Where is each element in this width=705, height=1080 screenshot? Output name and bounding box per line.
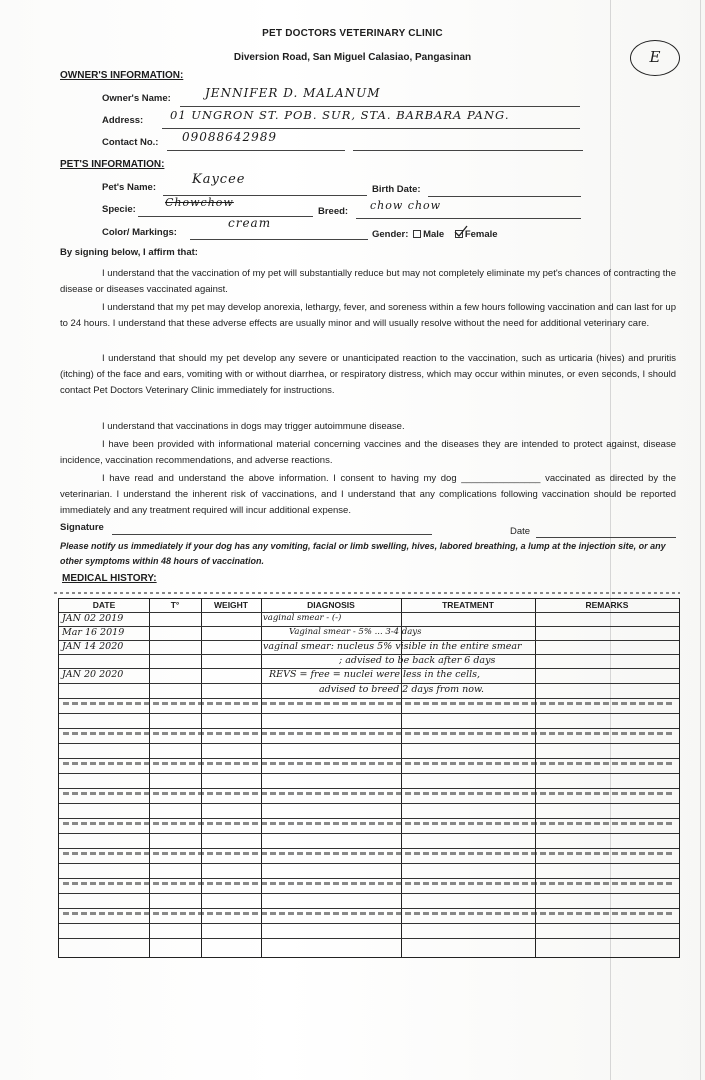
pet-name-value: Kaycee <box>192 172 246 187</box>
row-line <box>59 773 679 774</box>
scan-noise <box>63 912 673 915</box>
color-label: Color/ Markings: <box>102 227 177 238</box>
clinic-address: Diversion Road, San Miguel Calasiao, Pangasinan <box>233 52 472 63</box>
specie-line <box>138 216 313 217</box>
contact-line-2 <box>353 150 583 151</box>
scan-noise <box>63 882 673 885</box>
consent-intro: By signing below, I affirm that: <box>60 247 198 258</box>
clinic-name: PET DOCTORS VETERINARY CLINIC <box>262 28 443 39</box>
column-divider <box>535 599 536 957</box>
history-note: vaginal smear: nucleus 5% visible in the entire smear <box>263 641 522 652</box>
checkmark-icon <box>454 225 468 237</box>
header-diagnosis: DIAGNOSIS <box>307 600 355 610</box>
row-line <box>59 818 679 819</box>
color-value: cream <box>228 216 272 230</box>
header-treatment: TREATMENT <box>442 600 494 610</box>
consent-paragraph: I have read and understand the above information. I consent to having my dog _______________ vaccinated as directed by the veterinarian. I understand the inherent risk of vaccinations, and I understand that any complications following vaccination should be reported immediately and any treatment required will incur additional expense. <box>60 473 676 516</box>
scan-noise <box>63 732 673 735</box>
address-line <box>162 128 580 129</box>
header-date: DATE <box>92 600 116 610</box>
scan-noise <box>63 852 673 855</box>
specie-label: Specie: <box>102 204 136 215</box>
column-divider <box>401 599 402 957</box>
column-divider <box>261 599 262 957</box>
consent-paragraph: I understand that vaccinations in dogs may trigger autoimmune disease. <box>102 421 405 432</box>
page-fold <box>700 0 701 1080</box>
owner-name-line <box>180 106 580 107</box>
medical-section-title: MEDICAL HISTORY: <box>62 573 157 584</box>
history-date: JAN 14 2020 <box>62 641 124 652</box>
row-line <box>59 758 679 759</box>
contact-label: Contact No.: <box>102 137 159 148</box>
breed-label: Breed: <box>318 206 349 217</box>
color-line <box>190 239 368 240</box>
female-label: Female <box>464 229 498 240</box>
male-checkbox[interactable] <box>413 230 421 238</box>
breed-line <box>356 218 581 219</box>
birth-date-line <box>428 196 581 197</box>
column-divider <box>149 599 150 957</box>
scan-noise <box>63 762 673 765</box>
history-date: Mar 16 2019 <box>62 627 125 638</box>
pet-section-title: PET'S INFORMATION: <box>60 159 165 170</box>
address-label: Address: <box>102 115 144 126</box>
row-line <box>59 863 679 864</box>
row-line <box>59 893 679 894</box>
history-note: vaginal smear - (-) <box>263 613 342 623</box>
gender-label: Gender: <box>372 229 409 240</box>
header-weight: WEIGHT <box>214 600 248 610</box>
signature-line[interactable] <box>112 534 432 535</box>
pet-name-label: Pet's Name: <box>102 182 157 193</box>
birth-date-label: Birth Date: <box>372 184 421 195</box>
history-note: advised to breed 2 days from now. <box>319 684 485 695</box>
row-line <box>59 698 679 699</box>
row-line <box>59 803 679 804</box>
row-line <box>59 938 679 939</box>
corner-mark: E <box>630 40 680 76</box>
female-checkbox[interactable] <box>455 230 463 238</box>
history-note: ; advised to be back after 6 days <box>339 655 496 666</box>
contact-value: 09088642989 <box>182 130 277 144</box>
male-label: Male <box>423 229 445 240</box>
header-remarks: REMARKS <box>585 600 629 610</box>
owner-name-label: Owner's Name: <box>102 93 171 104</box>
address-value: 01 UNGRON ST. POB. SUR, STA. BARBARA PANG. <box>170 108 510 122</box>
header-temp: T° <box>170 600 180 610</box>
row-line <box>59 612 679 613</box>
owner-section-title: OWNER'S INFORMATION: <box>60 70 184 81</box>
contact-line <box>167 150 345 151</box>
row-line <box>59 923 679 924</box>
scan-streak <box>54 592 680 594</box>
specie-value: Chowchow <box>165 196 234 209</box>
row-line <box>59 728 679 729</box>
consent-paragraph: I understand that should my pet develop any severe or unanticipated reaction to the vaccination, such as urticaria (hives) and pruritis (itching) of the face and ears, vomiting with or without diarrhea, or respiratory distress, which may occur within minutes, or even seconds, I should contact Pet Doctors Veterinary Clinic immediately for instructions. <box>60 353 676 396</box>
history-date: JAN 20 2020 <box>62 669 124 680</box>
row-line <box>59 788 679 789</box>
row-line <box>59 878 679 879</box>
column-divider <box>201 599 202 957</box>
date-line[interactable] <box>536 537 676 538</box>
owner-name-value: JENNIFER D. MALANUM <box>205 86 381 100</box>
signature-label: Signature <box>60 522 104 533</box>
history-note: REVS = free = nuclei were less in the cells, <box>269 669 481 680</box>
row-line <box>59 833 679 834</box>
history-note: Vaginal smear - 5% ... 3-4 days <box>289 627 422 637</box>
row-line <box>59 848 679 849</box>
consent-paragraph: I understand that my pet may develop anorexia, lethargy, fever, and soreness within a few hours following vaccination and can last for up to 24 hours. I understand that these adverse effects are usually minor and will usually resolve without the need for additional veterinary care. <box>60 302 676 329</box>
row-line <box>59 908 679 909</box>
date-label: Date <box>510 526 531 537</box>
history-date: JAN 02 2019 <box>62 613 124 624</box>
row-line <box>59 713 679 714</box>
consent-paragraph: I understand that the vaccination of my pet will substantially reduce but may not completely eliminate my pet's chances of contracting the disease or diseases vaccinated against. <box>60 268 676 295</box>
scan-noise <box>63 702 673 705</box>
breed-value: chow chow <box>370 199 442 212</box>
scan-noise <box>63 792 673 795</box>
medical-history-table <box>58 598 680 958</box>
notice-text: Please notify us immediately if your dog has any vomiting, facial or limb swelling, hives, labored breathing, a lump at the injection site, or any other symptoms within 48 hours of vaccination. <box>60 541 666 566</box>
gender-field <box>372 229 498 240</box>
scan-noise <box>63 822 673 825</box>
row-line <box>59 743 679 744</box>
consent-paragraph: I have been provided with informational material concerning vaccines and the diseases they are intended to protect against, disease incidence, vaccination recommendations, and adverse reactions. <box>60 439 676 466</box>
